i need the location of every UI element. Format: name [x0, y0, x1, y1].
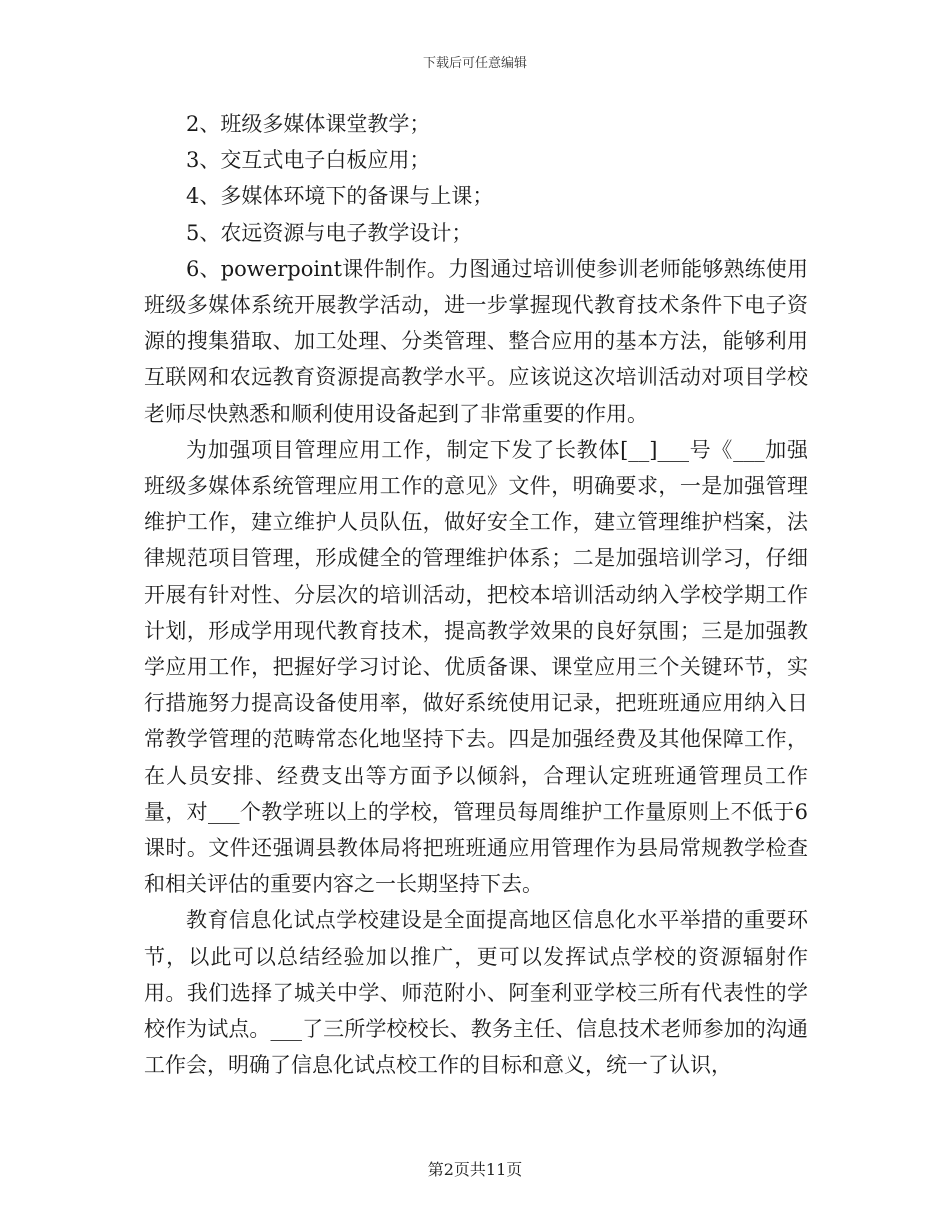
paragraph-management-policy: 为加强项目管理应用工作，制定下发了长教体[__]___号《___加强班级多媒体系统管理应用工作的意见》文件，明确要求，一是加强管理维护工作，建立维护人员队伍，做好安全工作，建立管理维护档案，法律规范项目管理，形成健全的管理维护体系；二是加强培训学习，仔细开展有针对性、分层次的培训活动，把校本培训活动纳入学校学期工作计划，形成学用现代教育技术，提高教学效果的良好氛围；三是加强教学应用工作，把握好学习讨论、优质备课、课堂应用三个关键环节，实行措施努力提高设备使用率，做好系统使用记录，把班班通应用纳入日常教学管理的范畴常态化地坚持下去。四是加强经费及其他保障工作，在人员安排、经费支出等方面予以倾斜，合理认定班班通管理员工作量，对___个教学班以上的学校，管理员每周维护工作量原则上不低于6课时。文件还强调县教体局将把班班通应用管理作为县局常规教学检查和相关评估的重要内容之一长期坚持下去。 — [144, 437, 808, 897]
document-body — [144, 106, 808, 1083]
paragraph-item-6-powerpoint: 6、powerpoint课件制作。力图通过培训使参训老师能够熟练使用班级多媒体系统开展教学活动，进一步掌握现代教育技术条件下电子资源的搜集猎取、加工处理、分类管理、整合应用的基本方法，能够利用互联网和农远教育资源提高教学水平。应该说这次培训活动对项目学校老师尽快熟悉和顺利使用设备起到了非常重要的作用。 — [144, 256, 808, 426]
paragraph-item-4: 4、多媒体环境下的备课与上课； — [186, 184, 494, 209]
page-number-footer: 第2页共11页 — [427, 1160, 523, 1179]
page-header-note: 下载后可任意编辑 — [422, 56, 527, 71]
paragraph-item-5: 5、农远资源与电子教学设计； — [186, 220, 473, 245]
paragraph-item-2: 2、班级多媒体课堂教学； — [186, 112, 431, 136]
paragraph-pilot-schools: 教育信息化试点学校建设是全面提高地区信息化水平举措的重要环节，以此可以总结经验加以推广，更可以发挥试点学校的资源辐射作用。我们选择了城关中学、师范附小、阿奎利亚学校三所有代表性的学校作为试点。___了三所学校校长、教务主任、信息技术老师参加的沟通工作会，明确了信息化试点校工作的目标和意义，统一了认识， — [144, 908, 808, 1078]
paragraph-item-3: 3、交互式电子白板应用； — [186, 148, 431, 173]
